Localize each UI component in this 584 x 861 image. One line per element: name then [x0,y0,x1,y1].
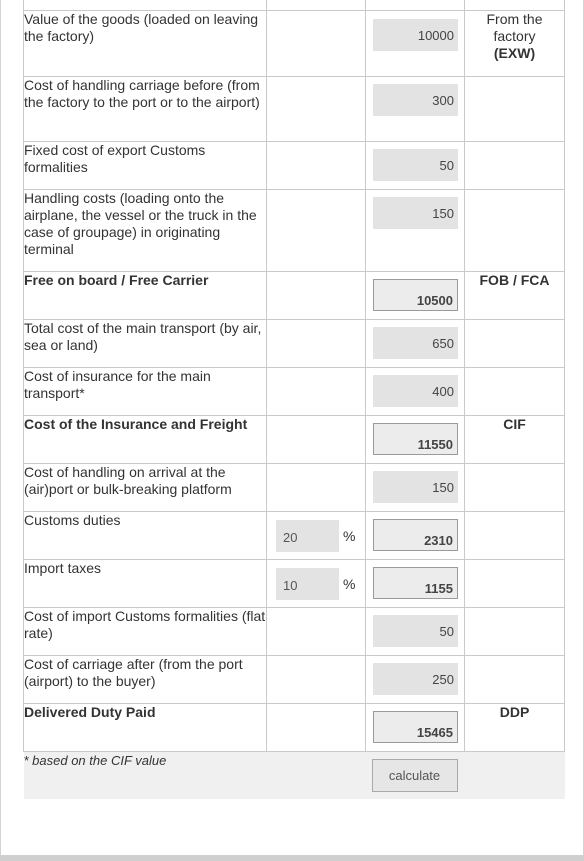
row-label: Cost of the Insurance and Freight [24,416,267,464]
value-cell [366,512,465,560]
calculate-cell [366,752,465,799]
row-label: Total cost of the main transport (by air, sea or land) [24,320,267,368]
rate-cell [267,608,366,656]
rate-cell [267,272,366,320]
row-label: Delivered Duty Paid [24,704,267,752]
subtotal-field[interactable]: 11550 [373,423,458,455]
incoterm-cell: CIF [465,416,565,464]
value-cell [366,320,465,368]
rate-cell [267,560,366,608]
row-handling-arrival [24,464,565,512]
cost-calculator-table [23,0,565,799]
rate-cell [267,11,366,77]
value-cell [366,416,465,464]
row-main-transport [24,320,565,368]
value-field[interactable]: 10000 [373,19,458,51]
incoterm-cell [465,77,565,142]
incoterm-cell [465,190,565,272]
incoterm-label: From the factory [486,11,543,44]
row-label: Cost of carriage after (from the port (airport) to the buyer) [24,656,267,704]
row-fob-fca [24,272,565,320]
row-label: Fixed cost of export Customs formalities [24,142,267,190]
value-field[interactable]: 400 [373,375,458,407]
rate-cell [267,416,366,464]
incoterm-cell [465,560,565,608]
incoterm-code: (EXW) [493,45,536,61]
incoterm-cell [465,11,565,77]
rate-cell [267,142,366,190]
value-field[interactable]: 50 [373,615,458,647]
table-footer [24,752,565,799]
value-cell [366,656,465,704]
footer-empty-cell [465,752,565,799]
row-handling-origin [24,190,565,272]
calculate-button[interactable]: calculate [372,759,458,792]
row-label: Handling costs (loading onto the airplane, the vessel or the truck in the case of groupage) in originating terminal [24,190,267,272]
incoterm-cell [465,142,565,190]
rate-cell [267,512,366,560]
value-cell [366,11,465,77]
value-cell [366,464,465,512]
subtotal-field[interactable]: 10500 [373,279,458,311]
percent-sign: % [343,528,356,544]
value-field[interactable]: 650 [373,327,458,359]
computed-field[interactable]: 1155 [373,567,458,599]
row-label: Value of the goods (loaded on leaving the factory) [24,11,267,77]
value-cell [366,704,465,752]
incoterm-cell [465,464,565,512]
duty-rate-input[interactable]: 20 [276,520,339,552]
value-field[interactable]: 300 [373,84,458,116]
row-cif [24,416,565,464]
computed-field[interactable]: 2310 [373,519,458,551]
incoterm-cell [465,608,565,656]
row-label: Cost of handling carriage before (from the factory to the port or to the airport) [24,77,267,142]
row-label: Cost of insurance for the main transport* [24,368,267,416]
value-cell [366,142,465,190]
row-label: Customs duties [24,512,267,560]
percent-sign: % [343,576,356,592]
row-export-customs [24,142,565,190]
value-field[interactable]: 50 [373,149,458,181]
table-top-strip [24,0,565,11]
value-cell [366,560,465,608]
rate-cell [267,464,366,512]
rate-cell [267,77,366,142]
incoterm-cell: DDP [465,704,565,752]
rate-cell [267,704,366,752]
window-bottom-edge [0,855,584,861]
row-ddp [24,704,565,752]
row-label: Cost of import Customs formalities (flat rate) [24,608,267,656]
tax-rate-input[interactable]: 10 [276,568,339,600]
value-field[interactable]: 250 [373,663,458,695]
incoterm-cell [465,320,565,368]
footnote: * based on the CIF value [24,752,366,799]
rate-cell [267,368,366,416]
value-cell [366,272,465,320]
value-cell [366,77,465,142]
row-import-customs [24,608,565,656]
incoterm-cell [465,656,565,704]
row-label: Cost of handling on arrival at the (air)port or bulk-breaking platform [24,464,267,512]
value-field[interactable]: 150 [373,471,458,503]
row-customs-duties [24,512,565,560]
total-field[interactable]: 15465 [373,711,458,743]
rate-cell [267,656,366,704]
row-label: Import taxes [24,560,267,608]
row-label: Free on board / Free Carrier [24,272,267,320]
row-insurance [24,368,565,416]
value-cell [366,608,465,656]
row-carriage-before [24,77,565,142]
incoterm-cell [465,368,565,416]
rate-cell [267,190,366,272]
value-cell [366,190,465,272]
incoterm-cell [465,512,565,560]
incoterm-cell: FOB / FCA [465,272,565,320]
value-cell [366,368,465,416]
row-exw-value [24,11,565,77]
row-import-taxes [24,560,565,608]
value-field[interactable]: 150 [373,197,458,229]
row-carriage-after [24,656,565,704]
rate-cell [267,320,366,368]
